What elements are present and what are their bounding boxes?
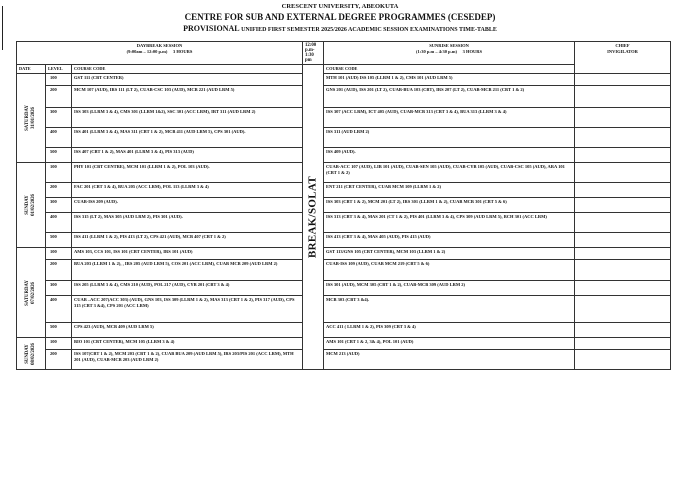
timetable-row — [17, 74, 671, 86]
break-column — [303, 65, 324, 370]
exam-date: 31/01/2026 — [31, 107, 36, 129]
level-cell: 300 — [46, 198, 72, 213]
timetable-row — [17, 148, 671, 163]
level-column-header: LEVEL — [46, 65, 72, 74]
level-cell: 200 — [46, 350, 72, 370]
day-date-cell — [17, 74, 46, 163]
sunrise-courses-cell: ENT 211 (CBT CENTER), CUAB MCM 109 (LLRM 1 & 2) — [324, 183, 575, 198]
day-name: SUNDAY — [25, 195, 30, 215]
timetable-row — [17, 86, 671, 108]
sunrise-courses-cell: MCB 303 (CBT 3 &4). — [324, 296, 575, 323]
chief-invigilator-cell — [575, 108, 671, 128]
break-time-end: 1:30 pm — [305, 53, 314, 63]
sunrise-courses-cell: GNS 201 (AUD), ISS 201 (LT 2), CUAB-BUA 103 (CBT), IRS 207 (LT 2), CUAB-MCB 211 (CBT 1 & 2) — [324, 86, 575, 108]
day-date-cell — [17, 338, 46, 370]
break-time-start: 12:00 p.m- — [305, 43, 317, 53]
sunrise-courses-cell: MTH 101 (AUD) ISS 105 (LLRM 1 & 2), CMS 101 (AUD LRM 5) — [324, 74, 575, 86]
exam-date: 08/02/2026 — [31, 342, 36, 365]
timetable-row — [17, 163, 671, 183]
level-cell: 400 — [46, 213, 72, 233]
chief-invigilator-cell — [575, 128, 671, 148]
timetable-row — [17, 281, 671, 296]
level-cell: 500 — [46, 323, 72, 338]
sunrise-title: SUNRISE SESSION — [429, 43, 469, 48]
day-date-label — [25, 194, 37, 216]
level-cell: 100 — [46, 163, 72, 183]
sunrise-courses-cell: CUAB-ACC 107 (AUD), LIB 101 (AUD), CUAB-SEN 105 (AUD), CUAB-CYB 105 (AUD), CUAB-CSC 105 (AUD), ARA 101 (CBT 1 & 2) — [324, 163, 575, 183]
level-cell: 200 — [46, 183, 72, 198]
day-date-label — [25, 343, 37, 365]
daybreak-courses-cell: ISS 315 (LT 2), MAS 305 (AUD LRM 2), PIS 301 (AUD). — [72, 213, 303, 233]
chief-invigilator-cell — [575, 86, 671, 108]
exam-date: 01/02/2026 — [31, 194, 36, 216]
break-time-header — [303, 42, 324, 65]
level-cell: 100 — [46, 74, 72, 86]
sunrise-courses-cell: ISS 311 (AUD LRM 2) — [324, 128, 575, 148]
sunrise-courses-cell: ISS 303 (CBT 1 & 2), MCM 201 (LT 2), IRS 301 (LLRM 1 & 2), CUAB MCB 301 (CBT 5 & 6) — [324, 198, 575, 213]
timetable-row — [17, 213, 671, 233]
course-code-column-header: COURSE CODE — [72, 65, 303, 74]
sunrise-courses-cell: ISS 301 (AUD), MCM 305 (CBT 1 & 2), CUAB-MCB 309 (AUD LRM 2) — [324, 281, 575, 296]
chief-invigilator-header — [575, 42, 671, 74]
day-date-cell — [17, 163, 46, 248]
timetable-row — [17, 350, 671, 370]
chief-invigilator-cell — [575, 260, 671, 281]
chief-invigilator-cell — [575, 183, 671, 198]
daybreak-courses-cell: ISS 107(CBT 1 & 2), MCM 203 (CBT 1 & 2), CUAB BUA 209 (AUD LRM 5), IRS 203/PIS 201 (ACC LRM), MTH 201 (AUD), CUAB-MCB 203 (AUD LRM 2) — [72, 350, 303, 370]
day-name: SATURDAY — [25, 279, 30, 306]
sunrise-courses-cell: MCM 213 (AUD) — [324, 350, 575, 370]
sunrise-time: (1:30 p.m – 4:30 p.m) 3 HOURS — [416, 48, 483, 54]
timetable-row — [17, 233, 671, 248]
chief-invigilator-cell — [575, 350, 671, 370]
column-header-row — [17, 65, 671, 74]
chief-invigilator-cell — [575, 296, 671, 323]
daybreak-courses-cell: FAC 201 (CBT 3 & 4), BUA 205 (ACC LRM), POL 113 (LLRM 3 & 4) — [72, 183, 303, 198]
session-header-row — [17, 42, 671, 65]
break-solat-label: BREAK/SOLAT — [306, 176, 319, 258]
timetable-row — [17, 296, 671, 323]
timetable-row — [17, 260, 671, 281]
level-cell: 500 — [46, 233, 72, 248]
level-cell: 300 — [46, 108, 72, 128]
daybreak-courses-cell: PHY 101 (CBT CENTRE), MCM 101 (LLRM 1 & 2), POL 103 (AUD). — [72, 163, 303, 183]
chief-invigilator-cell — [575, 281, 671, 296]
centre-name: CENTRE FOR SUB AND EXTERNAL DEGREE PROGRAMMES (CESEDEP) — [184, 12, 496, 22]
chief-invigilator-cell — [575, 233, 671, 248]
chief-invigilator-cell — [575, 338, 671, 350]
subtitle-text: UNIFIED FIRST SEMESTER 2025/2026 ACADEMIC SESSION EXAMINATIONS TIME-TABLE — [241, 27, 497, 33]
daybreak-title: DAYBREAK SESSION — [136, 43, 183, 48]
timetable-row — [17, 128, 671, 148]
daybreak-courses-cell: CUAB –ACC 207(ACC 303) (AUD), GNS 103, ISS 309 (LLRM 1 & 2), MAS 313 (CBT 1 & 2), PIS 317 (AUD), CPS 315 (CBT 3 &4), CPS 201 (ACC LRM) — [72, 296, 303, 323]
exam-date: 07/02/2026 — [31, 281, 36, 304]
timetable-row — [17, 108, 671, 128]
exam-timetable — [16, 41, 671, 370]
level-cell: 300 — [46, 281, 72, 296]
daybreak-courses-cell: CUAB-ISS 209 (AUD). — [72, 198, 303, 213]
sunrise-course-code-header: COURSE CODE — [324, 65, 575, 74]
chief-invigilator-cell — [575, 323, 671, 338]
level-cell: 100 — [46, 338, 72, 350]
daybreak-courses-cell: AMS 103, CCS 101, ISS 101 (CBT CENTER), IRS 101 (AUD) — [72, 248, 303, 260]
level-cell: 100 — [46, 248, 72, 260]
chief-invigilator-cell — [575, 163, 671, 183]
sunrise-courses-cell: ISS 307 (ACC LRM), ICT 405 (AUD), CUAB-MCB 313 (CBT 3 & 4), BUA 313 (LLRM 3 & 4) — [324, 108, 575, 128]
level-cell: 200 — [46, 260, 72, 281]
chief-invigilator-cell — [575, 74, 671, 86]
sunrise-courses-cell: ISS 413 (CBT 3 & 4), MAS 405 (AUD), PIS 415 (AUD) — [324, 233, 575, 248]
sunrise-courses-cell: ISS 409 (AUD). — [324, 148, 575, 163]
level-cell: 200 — [46, 86, 72, 108]
invigilator-label: INVIGILATOR — [607, 48, 638, 54]
level-cell: 500 — [46, 148, 72, 163]
daybreak-courses-cell: ISS 411 (LLRM 1 & 2), PIS 413 (LT 2), CPS 421 (AUD), MCB 407 (CBT 1 & 2) — [72, 233, 303, 248]
level-cell: 400 — [46, 128, 72, 148]
daybreak-header — [17, 42, 303, 65]
day-date-label — [25, 280, 37, 306]
chief-invigilator-cell — [575, 248, 671, 260]
level-cell: 400 — [46, 296, 72, 323]
sunrise-courses-cell: GST 113/GNS 105 (CBT CENTER), MCM 103 (LLRM 1 & 2) — [324, 248, 575, 260]
chief-invigilator-cell — [575, 213, 671, 233]
daybreak-courses-cell: ISS 407 (CBT 1 & 2), MAS 401 (LLRM 3 & 4), PIS 313 (AUD) — [72, 148, 303, 163]
chief-invigilator-cell — [575, 148, 671, 163]
daybreak-courses-cell: ISS 401 (LLRM 3 & 4), MAS 311 (CBT 1 & 2), MCB 411 (AUD LRM 5), CPS 301 (AUD). — [72, 128, 303, 148]
sunrise-courses-cell: CUAB-ISS 109 (AUD), CUAB MCM 219 (CBT 5 & 6) — [324, 260, 575, 281]
university-name: CRESCENT UNIVERSITY, ABEOKUTA — [281, 3, 399, 10]
provisional-label: PROVISIONAL — [183, 24, 240, 33]
timetable-row — [17, 198, 671, 213]
chief-label: CHIEF — [615, 43, 630, 48]
timetable-row — [17, 323, 671, 338]
sunrise-courses-cell: AMS 101 (CBT 1 & 2, 3& 4), POL 101 (AUD) — [324, 338, 575, 350]
day-name: SATURDAY — [25, 105, 30, 131]
daybreak-courses-cell: MCM 107 (AUD), IRS 111 (LT 2), CUAB-CSC 103 (AUD), MCB 221 (AUD LRM 5) — [72, 86, 303, 108]
day-date-cell — [17, 248, 46, 338]
daybreak-courses-cell: BUA 203 (LLRM 1 & 2), , IRS 205 (AUD LRM 5), COS 201 (ACC LRM), CUAB MCB 209 (AUD LRM 2) — [72, 260, 303, 281]
timetable-row — [17, 338, 671, 350]
sunrise-header — [324, 42, 575, 65]
timetable-row — [17, 183, 671, 198]
timetable-row — [17, 248, 671, 260]
timetable-subtitle — [0, 24, 680, 33]
day-date-label — [25, 105, 37, 131]
sunrise-courses-cell: ACC 411 ( LLRM 1 & 2), PIS 309 (CBT 3 & 4) — [324, 323, 575, 338]
chief-invigilator-cell — [575, 198, 671, 213]
daybreak-courses-cell: ISS 205 (LLRM 3 & 4), CMS 210 (AUD), POL 217 (AUD), CYB 201 (CBT 3 & 4) — [72, 281, 303, 296]
daybreak-courses-cell: CPS 423 (AUD), MCB 409 (AUD LRM 5) — [72, 323, 303, 338]
daybreak-time: (9:00am – 12:00 p.m) 3 HOURS — [126, 48, 193, 54]
daybreak-courses-cell: GST 111 (CBT CENTER) — [72, 74, 303, 86]
daybreak-courses-cell: BIO 101 (CBT CENTER), MCM 105 (LLRM 3 & 4) — [72, 338, 303, 350]
day-name: SUNDAY — [25, 343, 30, 364]
sunrise-courses-cell: ISS 313 (CBT 3 & 4), MAS 201 (CT 1 & 2), PIS 401 (LLRM 3 & 4), CPS 309 (AUD LRM 5), BCH 301 (ACC LRM) — [324, 213, 575, 233]
daybreak-courses-cell: ISS 303 (LLRM 3 & 4), CMS 301 (LLRM 1&2), SSC 301 (ACC LRM), IRT 311 (AUD LRM 2) — [72, 108, 303, 128]
date-column-header: DATE — [17, 65, 46, 74]
